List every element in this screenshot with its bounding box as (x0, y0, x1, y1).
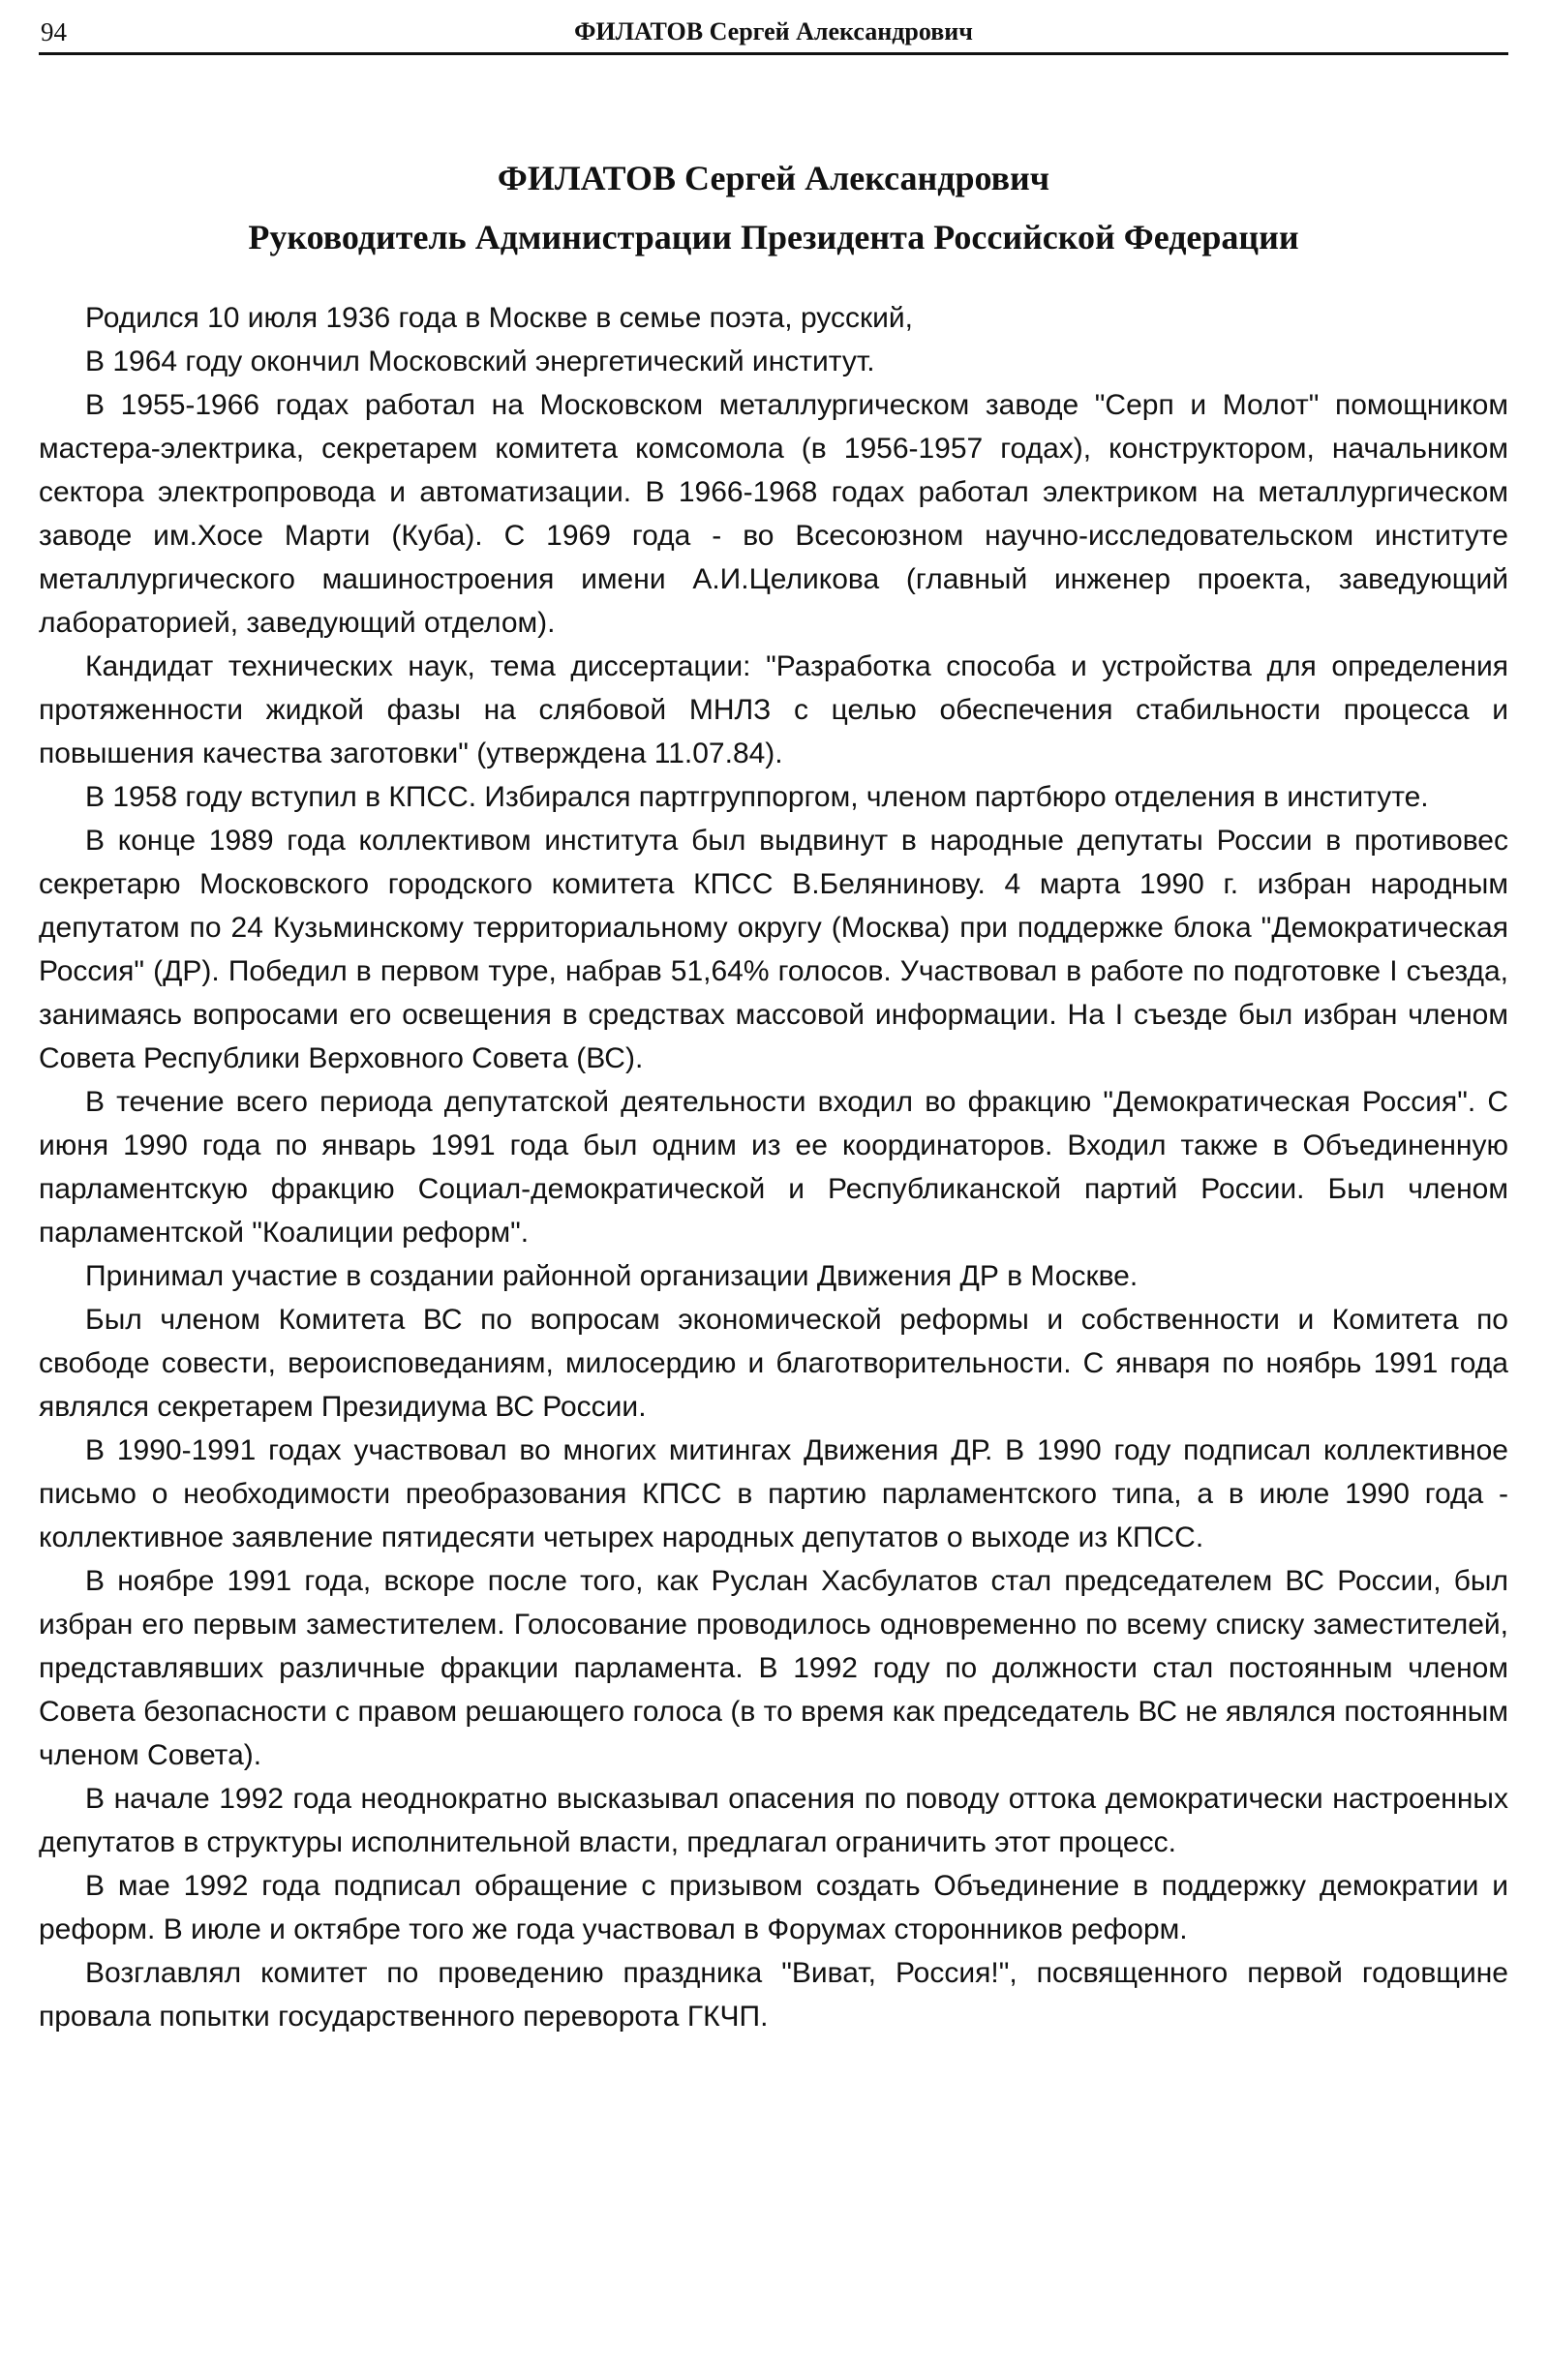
paragraph-birth: Родился 10 июля 1936 года в Москве в семье поэта, русский, (85, 302, 913, 334)
paragraph-party-membership: В 1958 году вступил в КПСС. Избирался партгруппоргом, членом партбюро отделения в институте. (85, 781, 1429, 813)
paragraph-deputy-chair: В ноябре 1991 года, вскоре после того, как Руслан Хасбулатов стал председателем ВС России, был избран его первым заместителем. Голосование проводилось одновременно по всему списку заместителей, представлявших различные фракции парламента. В 1992 году по должности стал постоянным членом Совета безопасности с правом решающего голоса (в то время как председатель ВС не являлся постоянным членом Совета). (39, 1565, 1508, 1771)
paragraph-rallies: В 1990-1991 годах участвовал во многих митингах Движения ДР. В 1990 году подписал коллективное письмо о необходимости преобразования КПСС в партию парламентского типа, а в июле 1990 года - коллективное заявление пятидесяти четырех народных депутатов о выходе из КПСС. (39, 1434, 1508, 1553)
paragraph-committees: Был членом Комитета ВС по вопросам экономической реформы и собственности и Комитета по свободе совести, вероисповеданиям, милосердию и благотворительности. С января по ноябрь 1991 года являлся секретарем Президиума ВС России. (39, 1304, 1508, 1423)
paragraph-celebration: Возглавлял комитет по проведению праздника "Виват, Россия!", посвященного первой годовщине провала попытки государственного переворота ГКЧП. (39, 1957, 1508, 2033)
paragraph-movement: Принимал участие в создании районной организации Движения ДР в Москве. (85, 1260, 1139, 1292)
paragraph-dissertation: Кандидат технических наук, тема диссертации: "Разработка способа и устройства для определения протяженности жидкой фазы на слябовой МНЛЗ с целью обеспечения стабильности процесса и повышения качества заготовки" (утверждена 11.07.84). (39, 650, 1508, 769)
page-number: 94 (41, 17, 67, 46)
paragraph-education: В 1964 году окончил Московский энергетический институт. (85, 346, 875, 377)
paragraph-election: В конце 1989 года коллективом института был выдвинут в народные депутаты России в противовес секретарю Московского городского комитета КПСС В.Белянинову. 4 марта 1990 г. избран народным депутатом по 24 Кузьминскому территориальному округу (Москва) при поддержке блока "Демократическая Россия" (ДР). Победил в первом туре, набрав 51,64% голосов. Участвовал в работе по подготовке I съезда, занимаясь вопросами его освещения в средствах массовой информации. На I съезде был избран членом Совета Республики Верховного Совета (ВС). (39, 825, 1508, 1074)
paragraph-appeal: В мае 1992 года подписал обращение с призывом создать Объединение в поддержку демократии и реформ. В июле и октябре того же года участвовал в Форумах сторонников реформ. (39, 1870, 1508, 1945)
biography-body (39, 296, 1508, 2038)
biography-name-heading: ФИЛАТОВ Сергей Александрович (497, 159, 1050, 197)
running-header (39, 8, 1508, 55)
paragraph-concerns: В начале 1992 года неоднократно высказывал опасения по поводу оттока демократически настроенных депутатов в структуры исполнительной власти, предлагал ограничить этот процесс. (39, 1783, 1508, 1858)
biography-position-heading: Руководитель Администрации Президента Российской Федерации (248, 218, 1299, 256)
paragraph-career: В 1955-1966 годах работал на Московском металлургическом заводе "Серп и Молот" помощником мастера-электрика, секретарем комитета комсомола (в 1956-1957 годах), конструктором, начальником сектора электропровода и автоматизации. В 1966-1968 годах работал электриком на металлургическом заводе им.Хосе Марти (Куба). С 1969 года - во Всесоюзном научно-исследовательском институте металлургического машиностроения имени А.И.Целикова (главный инженер проекта, заведующий лабораторией, заведующий отделом). (39, 389, 1508, 639)
running-title: ФИЛАТОВ Сергей Александрович (574, 17, 973, 45)
paragraph-fraction: В течение всего периода депутатской деятельности входил во фракцию "Демократическая Россия". С июня 1990 года по январь 1991 года был одним из ее координаторов. Входил также в Объединенную парламентскую фракцию Социал-демократической и Республиканской партий России. Был членом парламентской "Коалиции реформ". (39, 1086, 1508, 1249)
